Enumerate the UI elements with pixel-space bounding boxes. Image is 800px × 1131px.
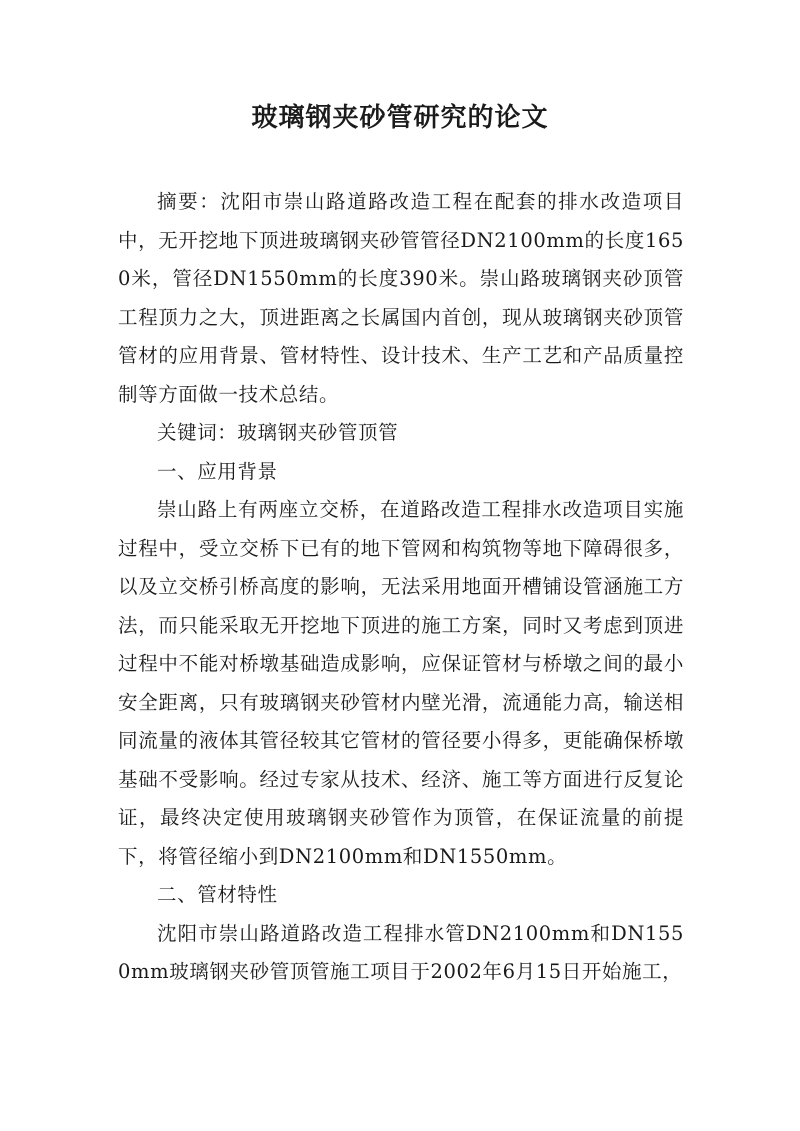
section-heading-material: 二、管材特性: [157, 883, 278, 906]
keywords-line: 关键词：玻璃钢夹砂管顶管: [157, 421, 399, 444]
document-title: 玻璃钢夹砂管研究的论文: [251, 103, 549, 133]
section-heading-background: 一、应用背景: [157, 459, 278, 483]
section-material-paragraph: 沈阳市崇山路道路改造工程排水管DN2100mm和DN1550mm玻璃钢夹砂管顶管施工项目于2002年6月15日开始施工，: [118, 921, 684, 983]
section-background-paragraph: 崇山路上有两座立交桥，在道路改造工程排水改造项目实施过程中，受立交桥下已有的地下管网和构筑物等地下障碍很多，以及立交桥引桥高度的影响，无法采用地面开槽铺设管涵施工方法，而只能采取无开挖地下顶进的施工方案，同时又考虑到顶进过程中不能对桥墩基础造成影响，应保证管材与桥墩之间的最小安全距离，只有玻璃钢夹砂管材内壁光滑，流通能力高，输送相同流量的液体其管径较其它管材的管径要小得多，更能确保桥墩基础不受影响。经过专家从技术、经济、施工等方面进行反复论证，最终决定使用玻璃钢夹砂管作为顶管，在保证流量的前提下，将管径缩小到DN2100mm和DN1550mm。: [118, 498, 684, 868]
abstract-paragraph: 摘要：沈阳市崇山路道路改造工程在配套的排水改造项目中，无开挖地下顶进玻璃钢夹砂管管径DN2100mm的长度1650米，管径DN1550mm的长度390米。崇山路玻璃钢夹砂顶管工程顶力之大，顶进距离之长属国内首创，现从玻璃钢夹砂顶管管材的应用背景、管材特性、设计技术、生产工艺和产品质量控制等方面做一技术总结。: [118, 190, 684, 406]
document-body: [118, 183, 684, 992]
